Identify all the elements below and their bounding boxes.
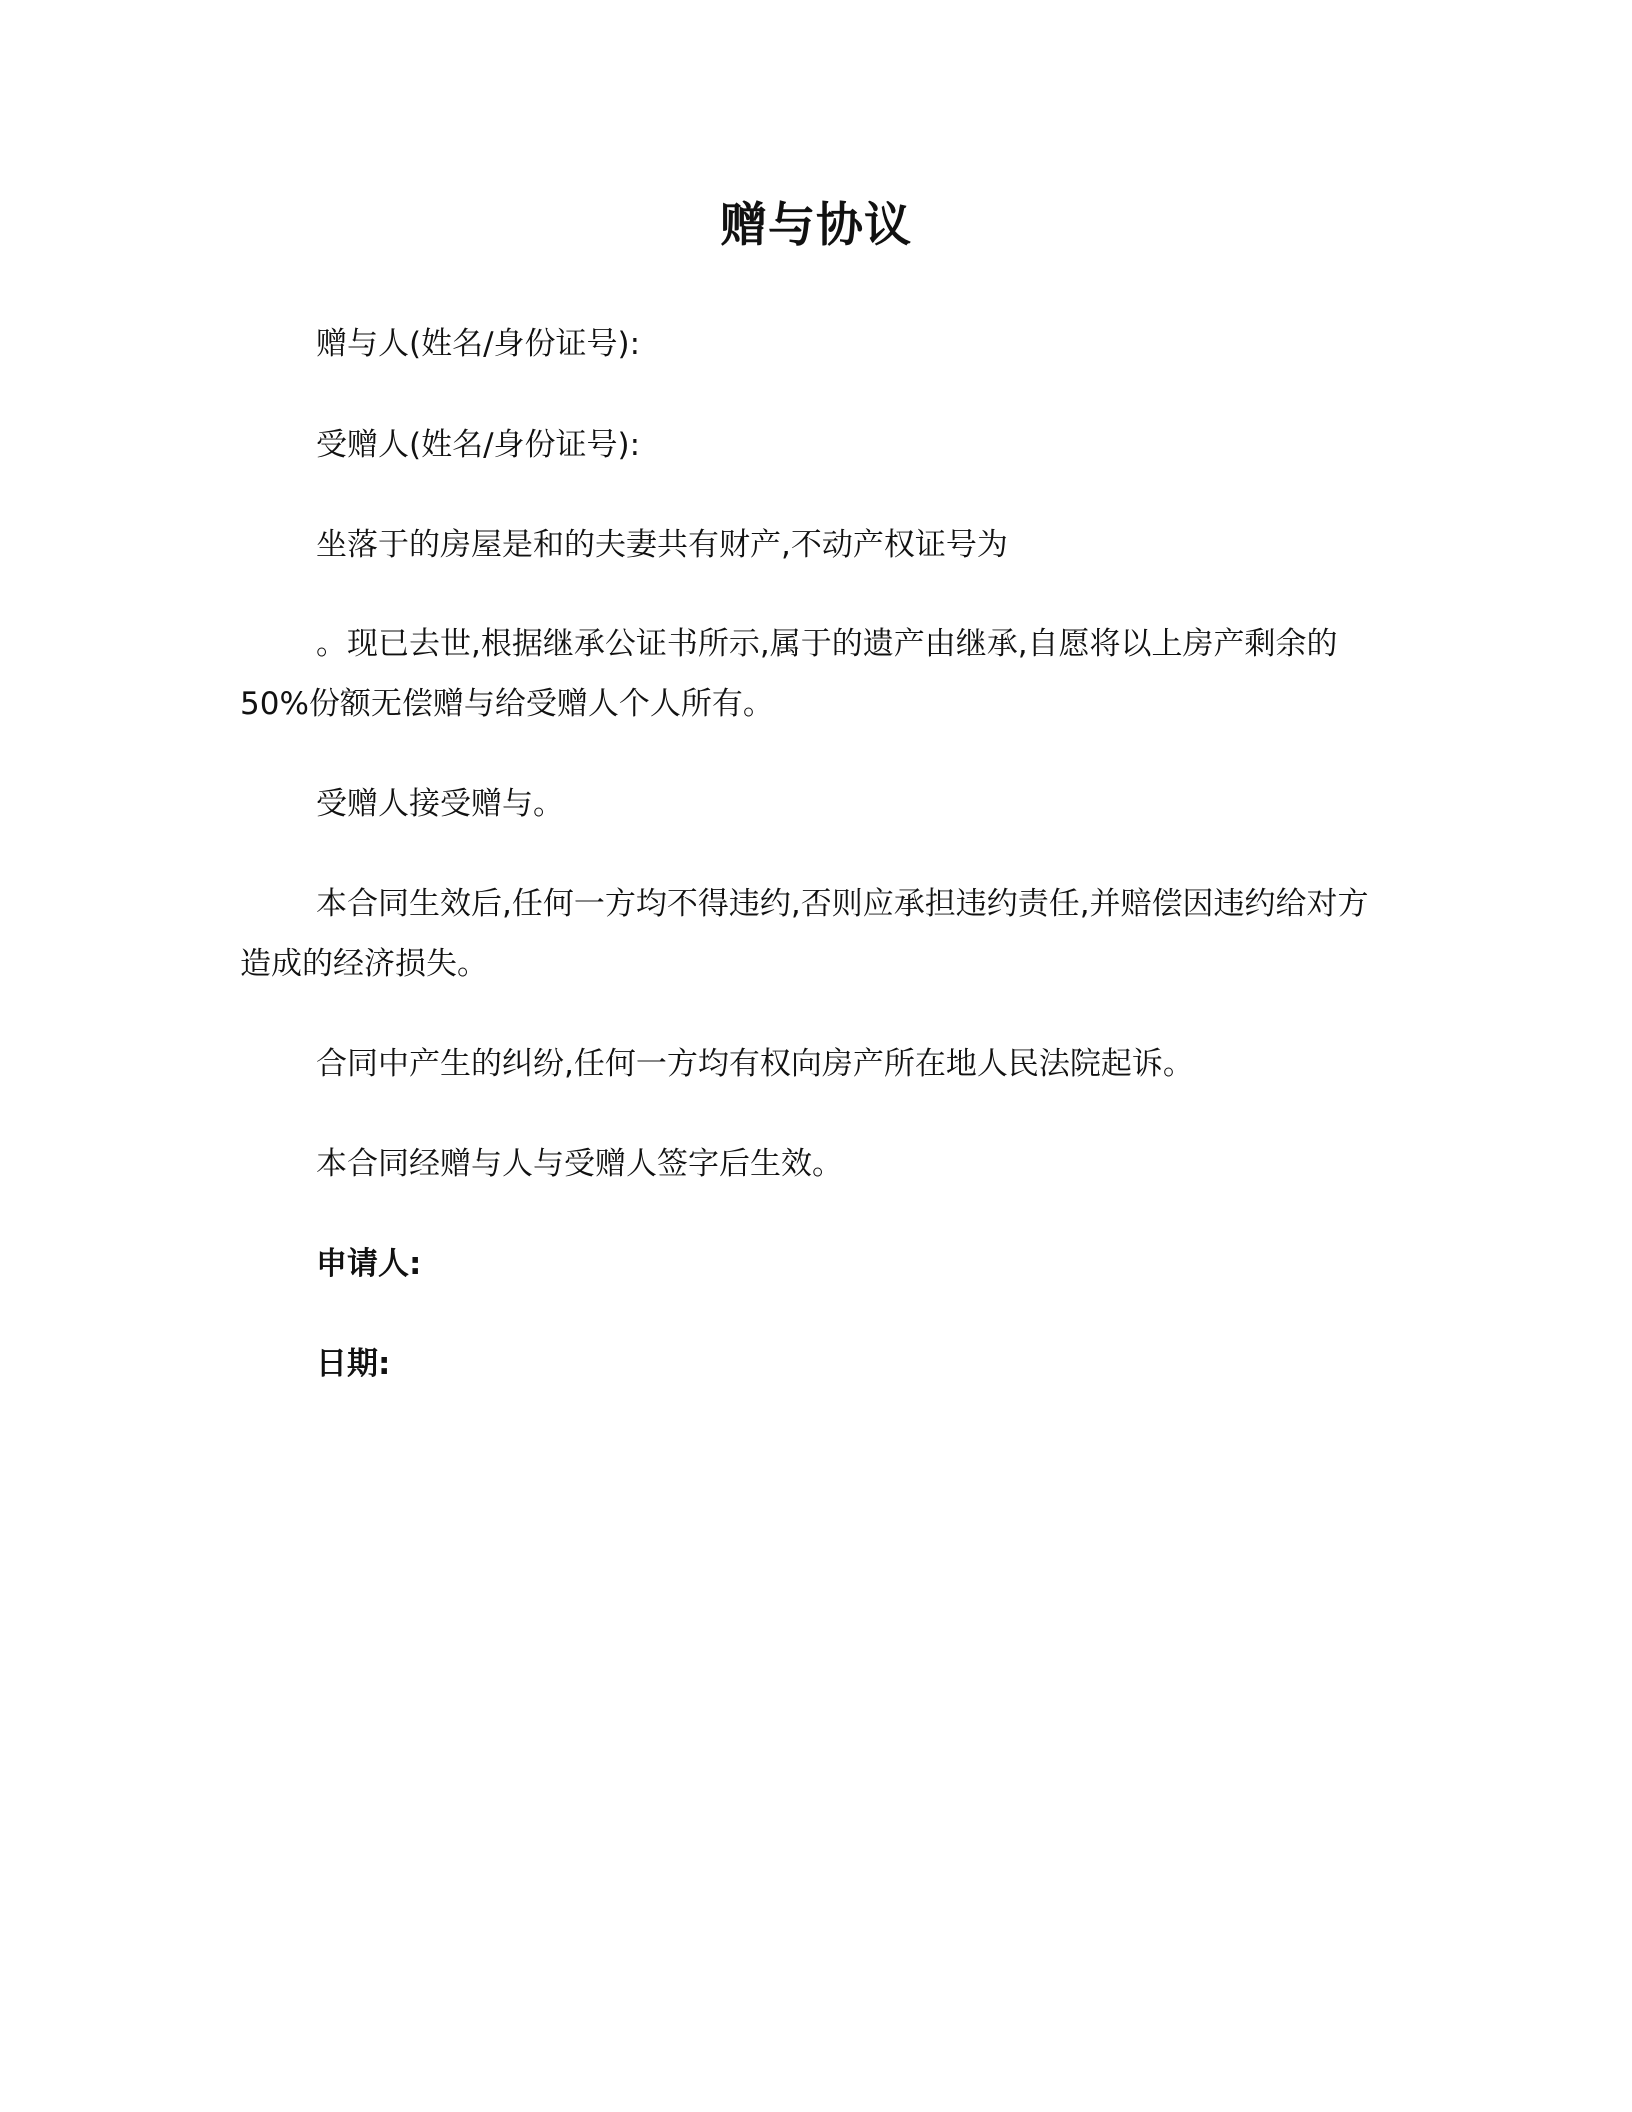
property-clause: 坐落于的房屋是和的夫妻共有财产,不动产权证号为 (316, 527, 1008, 563)
breach-clause: 本合同生效后,任何一方均不得违约,否则应承担违约责任,并赔偿因违约给对方造成的经济损失。 (240, 886, 1369, 982)
applicant-label: 申请人: (316, 1246, 422, 1282)
date-label: 日期: (316, 1346, 391, 1382)
document-title: 赠与协议 (720, 198, 912, 253)
effect-clause: 本合同经赠与人与受赠人签字后生效。 (316, 1146, 843, 1182)
dispute-clause: 合同中产生的纠纷,任何一方均有权向房产所在地人民法院起诉。 (316, 1046, 1194, 1082)
acceptance-clause: 受赠人接受赠与。 (316, 786, 564, 822)
inheritance-clause: 。现已去世,根据继承公证书所示,属于的遗产由继承,自愿将以上房产剩余的50%份额无偿赠与给受赠人个人所有。 (240, 626, 1338, 722)
donor-line: 赠与人(姓名/身份证号): (316, 326, 641, 362)
recipient-line: 受赠人(姓名/身份证号): (316, 427, 641, 463)
